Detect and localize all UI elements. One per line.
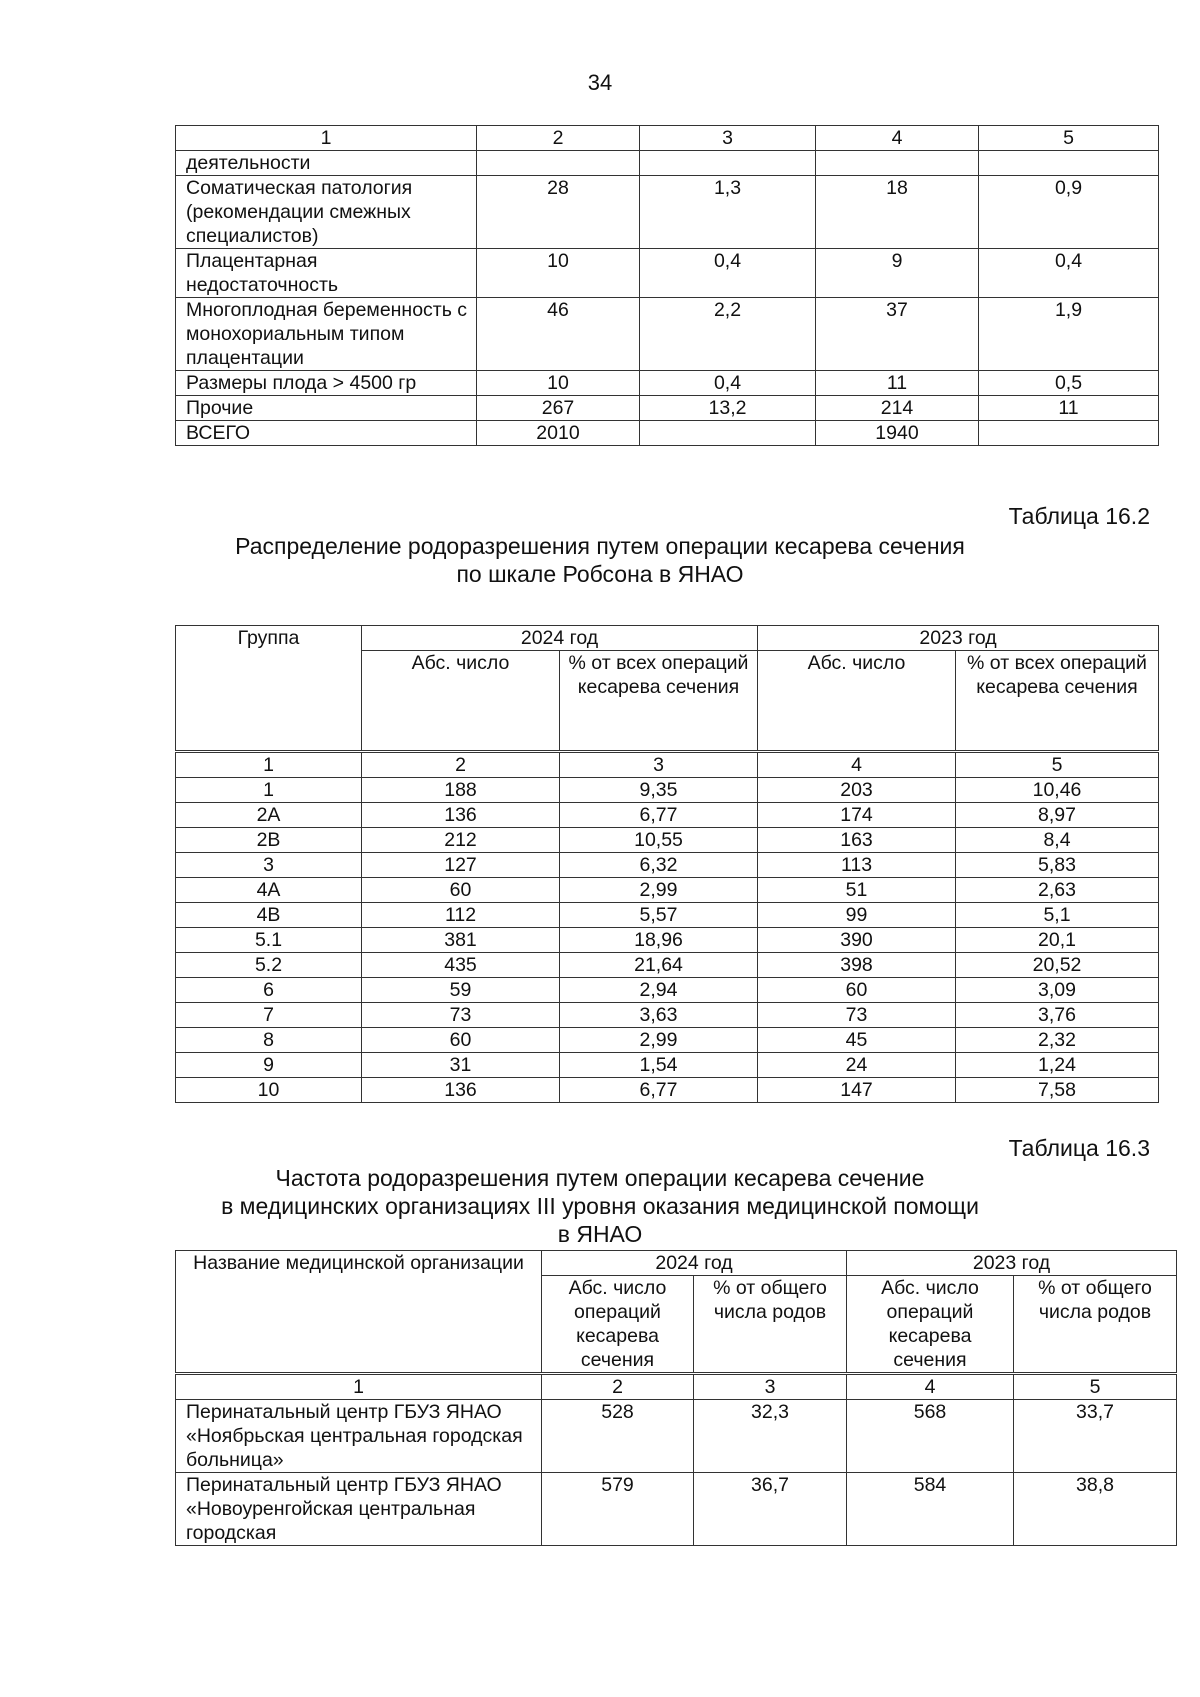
group-header: Группа [176,626,362,752]
table-row [176,421,1159,446]
col-number: 5 [979,126,1159,151]
year-header: 2024 год [542,1251,847,1276]
table-row [176,1053,1159,1078]
col-number: 5 [1014,1374,1177,1400]
cell: 214 [816,396,979,421]
cell: 584 [847,1473,1014,1546]
cell: 10,46 [956,778,1159,803]
col-number: 1 [176,752,362,778]
cell: 37 [816,298,979,371]
page-number: 34 [587,70,613,95]
cell: 5,83 [956,853,1159,878]
cell: 0,5 [979,371,1159,396]
cell: 18 [816,176,979,249]
cell: 136 [362,1078,560,1103]
table-row [176,298,1159,371]
col-number: 3 [560,752,758,778]
table-row [176,1003,1159,1028]
cell: 568 [847,1400,1014,1473]
cell: 5.1 [176,928,362,953]
cell: 60 [362,1028,560,1053]
col-number: 2 [542,1374,694,1400]
table-header-row [176,1251,1177,1276]
cell [477,151,640,176]
table-row [176,903,1159,928]
cell: 3 [176,853,362,878]
abs-header: Абс. число [758,651,956,752]
cell: 267 [477,396,640,421]
cell: 45 [758,1028,956,1053]
col-number: 2 [362,752,560,778]
cell: 203 [758,778,956,803]
cell: 2,99 [560,1028,758,1053]
table-row [176,978,1159,1003]
cell: 73 [362,1003,560,1028]
cell: 24 [758,1053,956,1078]
cell: 136 [362,803,560,828]
row-label: Многоплодная беременность с монохориальным типом плацентации [176,298,477,371]
cell: 2А [176,803,362,828]
cell: 4А [176,878,362,903]
cell: 6 [176,978,362,1003]
col-number: 1 [176,126,477,151]
cell: 8 [176,1028,362,1053]
cell: 113 [758,853,956,878]
cell: 528 [542,1400,694,1473]
table-row [176,803,1159,828]
cell: 60 [758,978,956,1003]
cell: 9 [816,249,979,298]
table-title [0,1164,1200,1248]
cell: 1,54 [560,1053,758,1078]
cell: 31 [362,1053,560,1078]
cell: 3,09 [956,978,1159,1003]
table-row [176,1400,1177,1473]
row-label: деятельности [176,151,477,176]
cell: 20,1 [956,928,1159,953]
cell: 112 [362,903,560,928]
cell: 174 [758,803,956,828]
cell: 36,7 [694,1473,847,1546]
cell: 51 [758,878,956,903]
pct-header: % от общего числа родов [1014,1276,1177,1374]
row-label: Плацентарная недостаточность [176,249,477,298]
table-title [0,532,1200,588]
cell [979,151,1159,176]
cell: 10 [477,371,640,396]
table-row [176,1028,1159,1053]
cell: 38,8 [1014,1473,1177,1546]
table-row [176,1078,1159,1103]
table-continuation [175,125,1159,446]
table-label: Таблица 16.2 [1008,503,1150,529]
table-row [176,778,1159,803]
table-title-line: в медицинских организациях III уровня оказания медицинской помощи [221,1193,979,1219]
col-number: 1 [176,1374,542,1400]
column-number-row [176,1374,1177,1400]
cell: 0,9 [979,176,1159,249]
cell: 2010 [477,421,640,446]
col-number: 3 [640,126,816,151]
cell: 188 [362,778,560,803]
cell: 28 [477,176,640,249]
table-row [176,151,1159,176]
cell: 435 [362,953,560,978]
table-header-row [176,626,1159,651]
cell: 11 [979,396,1159,421]
cell: 147 [758,1078,956,1103]
cell: 381 [362,928,560,953]
table-label: Таблица 16.3 [1008,1135,1150,1161]
cell: 60 [362,878,560,903]
row-label: Соматическая патология (рекомендации смежных специалистов) [176,176,477,249]
cell: 2,2 [640,298,816,371]
cell: 7,58 [956,1078,1159,1103]
cell: 1,3 [640,176,816,249]
cell: 33,7 [1014,1400,1177,1473]
abs-header: Абс. число операций кесарева сечения [847,1276,1014,1374]
table-title-line: Распределение родоразрешения путем операции кесарева сечения [235,533,965,559]
cell: 9,35 [560,778,758,803]
cell [816,151,979,176]
cell: 5.2 [176,953,362,978]
cell [640,421,816,446]
row-label: ВСЕГО [176,421,477,446]
col-number: 4 [816,126,979,151]
abs-header: Абс. число операций кесарева сечения [542,1276,694,1374]
cell: 59 [362,978,560,1003]
cell: 0,4 [979,249,1159,298]
year-header: 2024 год [362,626,758,651]
cell: 127 [362,853,560,878]
org-name: Перинатальный центр ГБУЗ ЯНАО «Ноябрьская центральная городская больница» [176,1400,542,1473]
table-row [176,953,1159,978]
cell: 10 [477,249,640,298]
cell [979,421,1159,446]
table-row [176,853,1159,878]
column-number-row [176,752,1159,778]
col-number: 4 [847,1374,1014,1400]
table-title-line: Частота родоразрешения путем операции кесарева сечение [275,1165,925,1191]
cell: 2,63 [956,878,1159,903]
cell: 6,77 [560,1078,758,1103]
cell: 10,55 [560,828,758,853]
cell: 3,63 [560,1003,758,1028]
level3-organizations-table [175,1250,1177,1546]
col-number: 4 [758,752,956,778]
cell: 8,4 [956,828,1159,853]
cell: 390 [758,928,956,953]
table-header-row [176,126,1159,151]
abs-header: Абс. число [362,651,560,752]
cell: 2,99 [560,878,758,903]
col-number: 2 [477,126,640,151]
pct-header: % от всех операций кесарева сечения [560,651,758,752]
cell: 18,96 [560,928,758,953]
cell: 6,32 [560,853,758,878]
table-title-line: по шкале Робсона в ЯНАО [456,561,744,587]
cell: 2,94 [560,978,758,1003]
col-number: 3 [694,1374,847,1400]
cell: 4В [176,903,362,928]
table-row [176,878,1159,903]
cell: 579 [542,1473,694,1546]
table-title-line: в ЯНАО [557,1221,643,1247]
cell: 0,4 [640,249,816,298]
row-label: Прочие [176,396,477,421]
cell: 2В [176,828,362,853]
table-row [176,371,1159,396]
cell: 0,4 [640,371,816,396]
org-header: Название медицинской организации [176,1251,542,1374]
cell [640,151,816,176]
year-header: 2023 год [847,1251,1177,1276]
cell: 5,1 [956,903,1159,928]
table-row [176,176,1159,249]
cell: 9 [176,1053,362,1078]
cell: 1940 [816,421,979,446]
cell: 5,57 [560,903,758,928]
pct-header: % от всех операций кесарева сечения [956,651,1159,752]
cell: 6,77 [560,803,758,828]
cell: 1,9 [979,298,1159,371]
table-row [176,1473,1177,1546]
cell: 32,3 [694,1400,847,1473]
cell: 99 [758,903,956,928]
cell: 1 [176,778,362,803]
cell: 398 [758,953,956,978]
cell: 163 [758,828,956,853]
cell: 13,2 [640,396,816,421]
year-header: 2023 год [758,626,1159,651]
table-row [176,396,1159,421]
cell: 10 [176,1078,362,1103]
cell: 1,24 [956,1053,1159,1078]
org-name: Перинатальный центр ГБУЗ ЯНАО «Новоуренгойская центральная городская [176,1473,542,1546]
cell: 3,76 [956,1003,1159,1028]
table-row [176,828,1159,853]
cell: 212 [362,828,560,853]
cell: 2,32 [956,1028,1159,1053]
robson-table [175,625,1159,1103]
row-label: Размеры плода > 4500 гр [176,371,477,396]
cell: 11 [816,371,979,396]
cell: 73 [758,1003,956,1028]
cell: 46 [477,298,640,371]
table-row [176,928,1159,953]
col-number: 5 [956,752,1159,778]
cell: 21,64 [560,953,758,978]
cell: 7 [176,1003,362,1028]
cell: 20,52 [956,953,1159,978]
table-row [176,249,1159,298]
cell: 8,97 [956,803,1159,828]
pct-header: % от общего числа родов [694,1276,847,1374]
